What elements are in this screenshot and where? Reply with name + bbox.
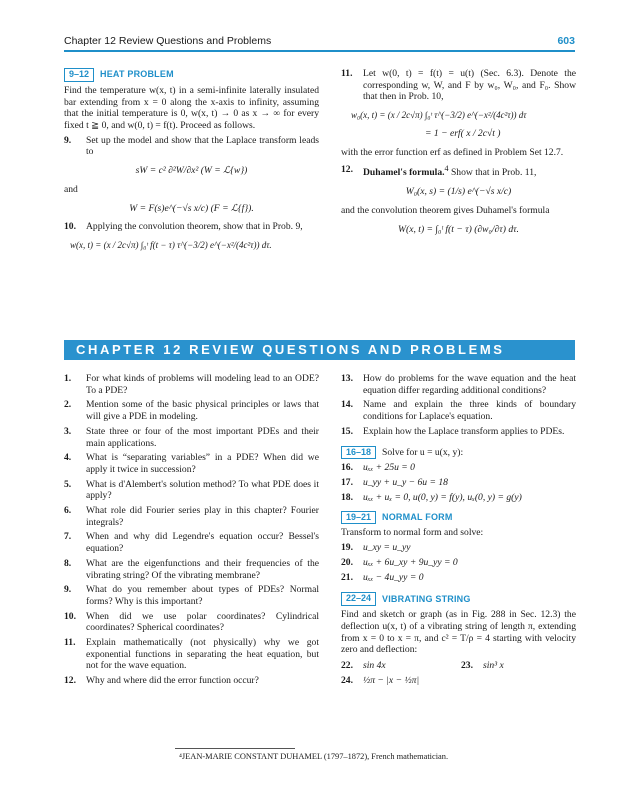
review-question <box>341 426 576 438</box>
equation-10: w(x, t) = (x / 2c√π) ∫₀ᵗ f(t − τ) τ^(−3/2) e^(−x²/(4c²τ)) dτ. <box>70 239 272 250</box>
review-question-number: 6. <box>64 505 72 517</box>
review-question-text: For what kinds of problems will modeling lead to an ODE? To a PDE? <box>86 373 319 396</box>
normal-form-problem-text: u_xy = u_yy <box>363 542 411 554</box>
review-question <box>64 452 319 475</box>
normal-form-problem-number: 20. <box>341 556 353 568</box>
review-question-number: 2. <box>64 399 72 411</box>
review-question-number: 3. <box>64 425 72 437</box>
review-question-text: When and why did Legendre's equation occur? Bessel's equation? <box>86 531 319 555</box>
review-questions-right <box>341 370 576 686</box>
normal-form-problem <box>341 542 576 554</box>
normal-form-problem-text: uₓₓ + 6u_xy + 9u_yy = 0 <box>363 556 458 568</box>
problem-23-number: 23. <box>461 659 473 671</box>
running-header-title: Chapter 12 Review Questions and Problems <box>64 35 272 47</box>
solve-problem <box>341 492 576 504</box>
review-question <box>64 611 319 634</box>
review-question-text: What do you remember about types of PDEs? Normal forms? Why is this important? <box>86 584 319 607</box>
normal-form-list <box>341 542 576 583</box>
review-question-number: 11. <box>64 637 76 649</box>
review-question-text: How do problems for the wave equation and the heat equation differ regarding additional conditions? <box>363 373 576 396</box>
review-question <box>64 399 319 422</box>
review-question <box>64 558 319 581</box>
review-question <box>64 426 319 449</box>
problem-11 <box>341 68 576 103</box>
review-question-text: State three or four of the most important PDEs and their main applications. <box>86 425 319 449</box>
review-question-text: What role did Fourier series play in this chapter? Fourier integrals? <box>86 505 319 528</box>
heat-title: HEAT PROBLEM <box>100 69 174 80</box>
solve-problem <box>341 477 576 489</box>
equation-12b: W(x, t) = ∫₀ᵗ f(t − τ) (∂w₀/∂τ) dτ. <box>398 223 519 235</box>
solve-problem <box>341 462 576 474</box>
review-question <box>341 399 576 422</box>
review-question-number: 9. <box>64 584 72 596</box>
problem-12-text: Show that in Prob. 11, <box>448 167 537 179</box>
review-question <box>64 505 319 528</box>
review-question-text: When did we use polar coordinates? Cylindrical coordinates? Spherical coordinates? <box>86 610 319 634</box>
normal-form-intro: Transform to normal form and solve: <box>341 527 484 539</box>
equation-12a: W₀(x, s) = (1/s) e^(−√s x/c) <box>405 186 512 198</box>
solve-problem-number: 17. <box>341 477 353 489</box>
review-question-text: Name and explain the three kinds of boundary conditions for Laplace's equation. <box>363 399 576 423</box>
review-question-number: 8. <box>64 557 72 569</box>
problem-10 <box>64 221 319 233</box>
equation-11a: w₀(x, t) = (x / 2c√π) ∫₀ᵗ τ^(−3/2) e^(−x²/(4c²τ)) dτ <box>351 110 527 121</box>
problem-10-number: 10. <box>64 221 76 233</box>
normal-form-heading <box>341 511 576 525</box>
review-question-text: Explain mathematically (not physically) why we got exponential functions in separating the heat equation, but not for the wave equation. <box>86 637 319 672</box>
problem-11-after: with the error function erf as defined in Problem Set 12.7. <box>341 146 564 158</box>
page-number: 603 <box>557 35 575 47</box>
review-question-number: 7. <box>64 531 72 543</box>
review-question <box>64 675 319 687</box>
equation-9a: sW = c² ∂²W/∂x² (W = ℒ{w}) <box>135 165 248 177</box>
heat-section-heading <box>64 68 319 82</box>
problem-11-number: 11. <box>341 68 353 79</box>
review-question-number: 13. <box>341 373 353 384</box>
and-text: and <box>64 183 78 195</box>
review-question-text: What is “separating variables” in a PDE? When did we apply it twice in succession? <box>86 452 319 475</box>
normal-form-problem-text: uₓₓ − 4u_yy = 0 <box>363 571 424 583</box>
solve-problem-number: 16. <box>341 462 353 474</box>
normal-form-problem-number: 21. <box>341 571 353 583</box>
solve-tag: 16–18 <box>341 446 376 460</box>
review-question-number: 15. <box>341 425 353 437</box>
review-questions-left <box>64 370 319 687</box>
equation-11b: = 1 − erf( x / 2c√t ) <box>425 128 501 140</box>
review-question-number: 10. <box>64 610 76 622</box>
vibrating-string-tag: 22–24 <box>341 592 376 606</box>
header-rule <box>64 50 575 52</box>
chapter-review-banner: CHAPTER 12 REVIEW QUESTIONS AND PROBLEMS <box>64 340 575 360</box>
problem-24-text: ½π − |x − ½π| <box>363 674 420 686</box>
solve-problem-text: uₓₓ + 25u = 0 <box>363 462 415 474</box>
footnote-rule <box>175 748 295 749</box>
review-question <box>64 373 319 396</box>
review-question <box>64 531 319 554</box>
problem-24-number: 24. <box>341 674 353 686</box>
question-list-right <box>341 373 576 438</box>
problem-23-text: sin³ x <box>483 659 504 671</box>
review-question-text: Mention some of the basic physical principles or laws that will give a PDE in modeling. <box>86 399 319 423</box>
review-question-number: 14. <box>341 399 353 411</box>
review-question <box>64 479 319 502</box>
normal-form-problem <box>341 572 576 584</box>
review-question <box>64 637 319 672</box>
review-question-text: What is d'Alembert's solution method? To what PDE does it apply? <box>86 478 319 502</box>
problem-22-text: sin 4x <box>363 659 386 671</box>
problem-11-text: Let w(0, t) = f(t) = u(t) (Sec. 6.3). Denote the corresponding w, W, and F by w₀, W₀, and F₀. Show that then in Prob. 10, <box>363 68 576 103</box>
solve-list <box>341 462 576 503</box>
duhamel-formula-title: Duhamel's formula. <box>363 167 445 179</box>
question-list-left <box>64 373 319 687</box>
review-question <box>64 584 319 607</box>
review-question-number: 12. <box>64 675 76 687</box>
normal-form-problem-number: 19. <box>341 542 353 554</box>
review-question-text: What are the eigenfunctions and their frequencies of the vibrating string? Of the vibrating membrane? <box>86 557 319 581</box>
problem-9-text: Set up the model and show that the Laplace transform leads to <box>86 134 319 158</box>
equation-9b: W = F(s)e^(−√s x/c) (F = ℒ{f}). <box>129 202 254 214</box>
review-question-number: 4. <box>64 452 72 464</box>
normal-form-problem <box>341 557 576 569</box>
problem-12-text-wrap <box>363 164 576 179</box>
problem-22-23-row <box>341 660 576 672</box>
heat-tag: 9–12 <box>64 68 94 82</box>
review-question <box>341 373 576 396</box>
heat-problem-right-column <box>341 68 576 242</box>
problem-9-number: 9. <box>64 134 72 146</box>
problem-12 <box>341 164 576 179</box>
review-question-number: 5. <box>64 478 72 490</box>
solve-section-heading <box>341 446 576 460</box>
vibrating-string-intro: Find and sketch or graph (as in Fig. 288 in Sec. 12.3) the deflection u(x, t) of a vibrating string of length π, extending from x = 0 to x = π, and c² = T/ρ = 4 starting with velocity zero and deflection: <box>341 609 576 656</box>
solve-problem-number: 18. <box>341 491 353 503</box>
problem-24 <box>341 675 576 687</box>
review-question-number: 1. <box>64 373 72 384</box>
problem-22-number: 22. <box>341 659 353 671</box>
solve-problem-text: uₓₓ + uₓ = 0, u(0, y) = f(y), uₓ(0, y) = g(y) <box>363 491 522 503</box>
review-question-text: Explain how the Laplace transform applies to PDEs. <box>363 425 565 437</box>
solve-title: Solve for u = u(x, y): <box>382 446 464 458</box>
heat-intro: Find the temperature w(x, t) in a semi-infinite laterally insulated bar extending from x = 0 along the x-axis to infinity, assuming that the initial temperature is 0, w(x, t) → 0 as x → ∞ for every fixed t ≧ 0, and w(0, t) = f(t). Proceed as follows. <box>64 84 319 131</box>
heat-problem-section <box>64 68 319 258</box>
vibrating-string-heading <box>341 592 576 606</box>
problem-10-text: Applying the convolution theorem, show that in Prob. 9, <box>86 221 303 233</box>
problem-9 <box>64 135 319 158</box>
solve-problem-text: u_yy + u_y − 6u = 18 <box>363 477 448 489</box>
normal-form-title: NORMAL FORM <box>382 511 453 522</box>
footnote: ⁴JEAN-MARIE CONSTANT DUHAMEL (1797–1872), French mathematician. <box>179 752 449 761</box>
problem-12-after: and the convolution theorem gives Duhamel's formula <box>341 205 550 217</box>
vibrating-string-title: VIBRATING STRING <box>382 593 471 604</box>
problem-12-number: 12. <box>341 164 353 176</box>
review-question-text: Why and where did the error function occur? <box>86 675 259 687</box>
footnote-marker: 4 <box>444 164 449 174</box>
normal-form-tag: 19–21 <box>341 511 376 525</box>
